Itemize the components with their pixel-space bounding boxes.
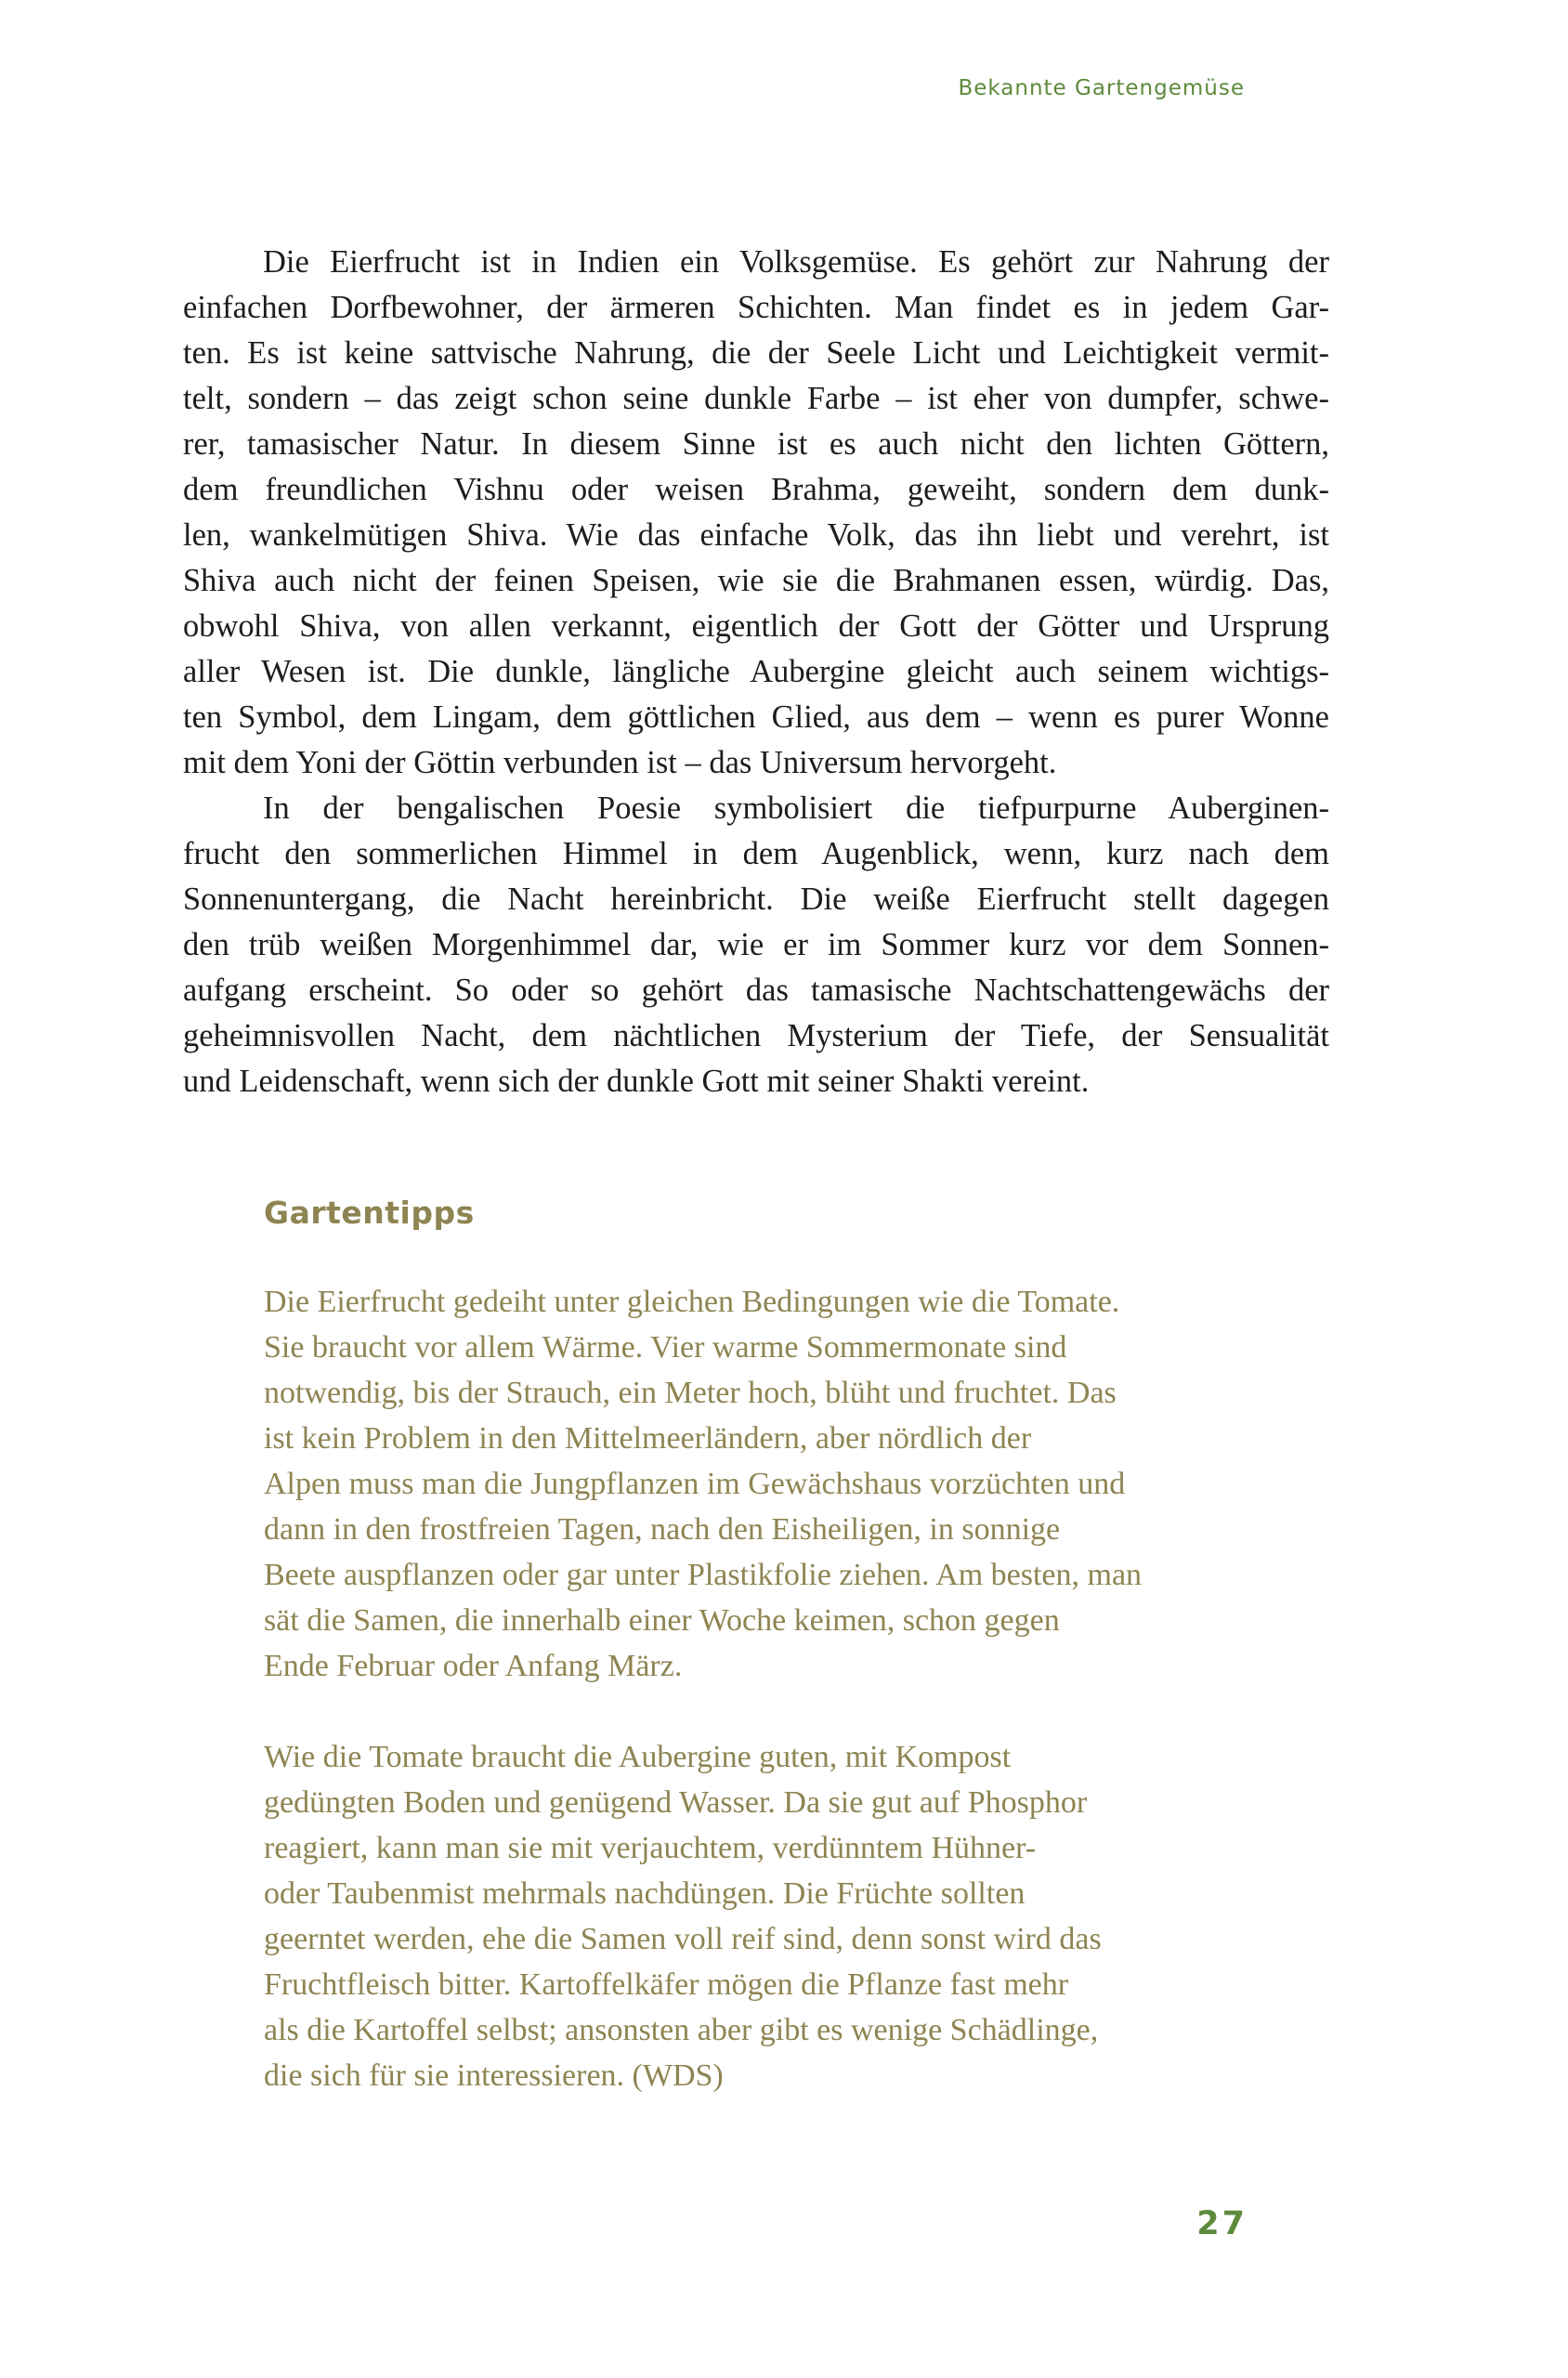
text-line: Wie die Tomate braucht die Aubergine guten, mit Kompost	[264, 1740, 1012, 1774]
text-line: Ende Februar oder Anfang März.	[264, 1649, 683, 1683]
text-line: dem freundlichen Vishnu oder weisen Brahma, geweiht, sondern dem dunk-	[183, 472, 1329, 507]
text-line: Alpen muss man die Jungpflanzen im Gewächshaus vorzüchten und	[264, 1467, 1126, 1501]
text-line: gedüngten Boden und genügend Wasser. Da sie gut auf Phosphor	[264, 1785, 1088, 1820]
text-line: aufgang erscheint. So oder so gehört das tamasische Nachtschattengewächs der	[183, 973, 1329, 1008]
text-line: geheimnisvollen Nacht, dem nächtlichen Mysterium der Tiefe, der Sensualität	[183, 1018, 1329, 1053]
text-line: und Leidenschaft, wenn sich der dunkle Gott mit seiner Shakti vereint.	[183, 1064, 1090, 1099]
text-line: Sie braucht vor allem Wärme. Vier warme Sommermonate sind	[264, 1330, 1067, 1365]
text-line: Beete auspflanzen oder gar unter Plastikfolie ziehen. Am besten, man	[264, 1558, 1143, 1592]
text-line: einfachen Dorfbewohner, der ärmeren Schichten. Man findet es in jedem Gar-	[183, 290, 1329, 325]
text-line: die sich für sie interessieren. (WDS)	[264, 2058, 724, 2093]
text-line: telt, sondern – das zeigt schon seine dunkle Farbe – ist eher von dumpfer, schwe-	[183, 381, 1329, 416]
page-number: 27	[1196, 2205, 1248, 2242]
tips-heading: Gartentipps	[264, 1195, 475, 1231]
text-line: Die Eierfrucht gedeiht unter gleichen Bedingungen wie die Tomate.	[264, 1285, 1120, 1319]
text-line: mit dem Yoni der Göttin verbunden ist – das Universum hervorgeht.	[183, 745, 1057, 780]
text-line: ten. Es ist keine sattvische Nahrung, die der Seele Licht und Leichtigkeit vermit-	[183, 335, 1329, 371]
text-line: aller Wesen ist. Die dunkle, längliche Aubergine gleicht auch seinem wichtigs-	[183, 654, 1329, 689]
paragraph-2	[183, 786, 1329, 1104]
text-line: Fruchtfleisch bitter. Kartoffelkäfer mögen die Pflanze fast mehr	[264, 1967, 1069, 2002]
main-text	[183, 240, 1329, 1104]
text-line: sät die Samen, die innerhalb einer Woche keimen, schon gegen	[264, 1603, 1060, 1638]
tips-paragraph-2	[264, 1734, 1248, 2098]
text-line: len, wankelmütigen Shiva. Wie das einfache Volk, das ihn liebt und verehrt, ist	[183, 517, 1329, 553]
running-header: Bekannte Gartengemüse	[958, 76, 1245, 100]
text-line: Shiva auch nicht der feinen Speisen, wie sie die Brahmanen essen, würdig. Das,	[183, 563, 1329, 598]
text-line: den trüb weißen Morgenhimmel dar, wie er im Sommer kurz vor dem Sonnen-	[183, 927, 1329, 962]
text-line: ten Symbol, dem Lingam, dem göttlichen Glied, aus dem – wenn es purer Wonne	[183, 699, 1329, 735]
text-line: notwendig, bis der Strauch, ein Meter hoch, blüht und fruchtet. Das	[264, 1376, 1117, 1410]
text-line: Sonnenuntergang, die Nacht hereinbricht. Die weiße Eierfrucht stellt dagegen	[183, 882, 1329, 917]
text-line: obwohl Shiva, von allen verkannt, eigentlich der Gott der Götter und Ursprung	[183, 608, 1329, 644]
text-line: dann in den frostfreien Tagen, nach den Eisheiligen, in sonnige	[264, 1512, 1061, 1547]
garden-tips-box	[264, 1195, 1248, 2144]
paragraph-1	[183, 240, 1329, 786]
text-line: In der bengalischen Poesie symbolisiert die tiefpurpurne Auberginen-	[263, 790, 1329, 826]
text-line: frucht den sommerlichen Himmel in dem Augenblick, wenn, kurz nach dem	[183, 836, 1329, 871]
text-line: ist kein Problem in den Mittelmeerländern, aber nördlich der	[264, 1421, 1032, 1456]
text-line: geerntet werden, ehe die Samen voll reif sind, denn sonst wird das	[264, 1922, 1102, 1956]
text-line: oder Taubenmist mehrmals nachdüngen. Die Früchte sollten	[264, 1876, 1026, 1911]
tips-paragraph-1	[264, 1279, 1248, 1689]
text-line: rer, tamasischer Natur. In diesem Sinne ist es auch nicht den lichten Göttern,	[183, 426, 1329, 462]
text-line: reagiert, kann man sie mit verjauchtem, verdünntem Hühner-	[264, 1831, 1037, 1865]
text-line: als die Kartoffel selbst; ansonsten aber gibt es wenige Schädlinge,	[264, 2013, 1099, 2047]
text-line: Die Eierfrucht ist in Indien ein Volksgemüse. Es gehört zur Nahrung der	[263, 244, 1329, 280]
